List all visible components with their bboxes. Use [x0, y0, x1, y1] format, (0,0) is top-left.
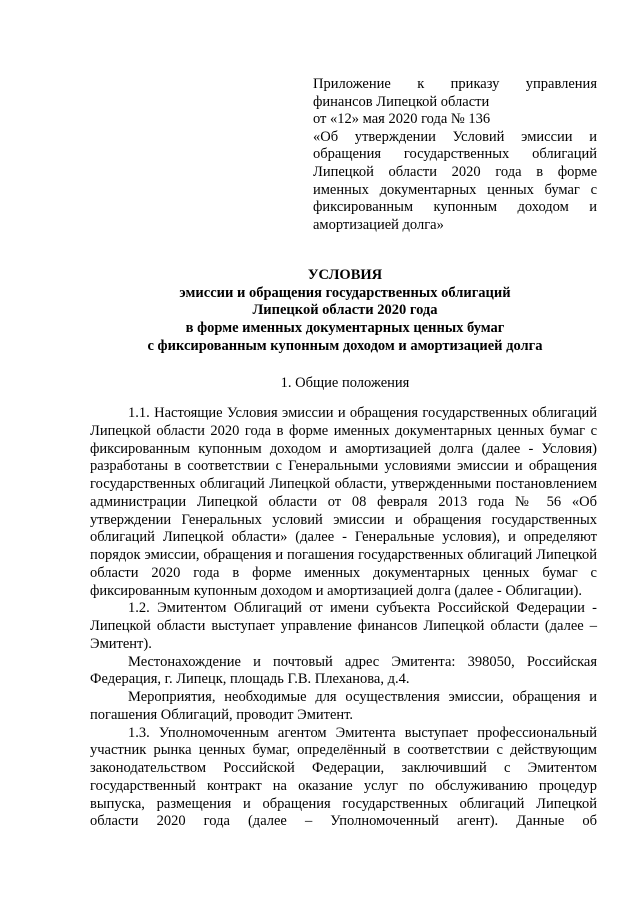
annex-line-1: Приложение к приказу управления: [313, 76, 597, 92]
annex-line-3: от «12» мая 2020 года № 136: [313, 111, 491, 128]
title-line-3: в форме именных документарных ценных бумаг: [185, 320, 505, 337]
section-heading: 1. Общие положения: [280, 375, 410, 391]
document-title: [80, 267, 610, 356]
title-line-4: с фиксированным купонным доходом и амортизацией долга: [147, 337, 543, 354]
paragraph-1-3: 1.3. Уполномоченным агентом Эмитента выступает профессиональный участник рынка ценных бумаг, определённый в соответствии с действующим законодательством Российской Федерации, заключивший с Эмитентом государственный контракт на оказание услуг по обслуживанию процедур выпуска, размещения и обращения государственных облигаций Липецкой области 2020 года (далее – Уполномоченный агент). Данные об: [90, 724, 597, 830]
section-body: [90, 405, 597, 831]
annex-order-title: «Об утверждении Условий эмиссии и обращения государственных облигаций Липецкой области 2020 года в форме именных документарных ценных бумаг с фиксированным купонным доходом и амортизацией долга»: [313, 128, 597, 233]
paragraph-1-1: 1.1. Настоящие Условия эмиссии и обращения государственных облигаций Липецкой области 2020 года в форме именных документарных ценных бумаг с фиксированным купонным доходом и амортизацией долга (далее - Условия) разработаны в соответствии с Генеральными условиями эмиссии и обращения государственных облигаций Липецкой области, утвержденными постановлением администрации Липецкой области от 08 февраля 2013 года № 56 «Об утверждении Генеральных условий эмиссии и обращения государственных облигаций Липецкой области» (далее - Генеральные условия), и определяют порядок эмиссии, обращения и погашения государственных облигаций Липецкой области 2020 года в форме именных документарных ценных бумаг с фиксированным купонным доходом и амортизацией долга (далее - Облигации).: [90, 405, 597, 599]
title-line-1: эмиссии и обращения государственных облигаций: [179, 284, 511, 301]
title-heading: УСЛОВИЯ: [307, 267, 383, 283]
annex-line-2: финансов Липецкой области: [313, 93, 490, 110]
paragraph-1-2: 1.2. Эмитентом Облигаций от имени субъекта Российской Федерации - Липецкой области выступает управление финансов Липецкой области (далее – Эмитент).: [90, 600, 597, 652]
paragraph-measures: Мероприятия, необходимые для осуществления эмиссии, обращения и погашения Облигаций, проводит Эмитент.: [90, 689, 597, 723]
annex-header: [313, 76, 597, 234]
title-line-2: Липецкой области 2020 года: [252, 302, 438, 319]
paragraph-address: Местонахождение и почтовый адрес Эмитента: 398050, Российская Федерация, г. Липецк, площадь Г.В. Плеханова, д.4.: [90, 653, 597, 688]
